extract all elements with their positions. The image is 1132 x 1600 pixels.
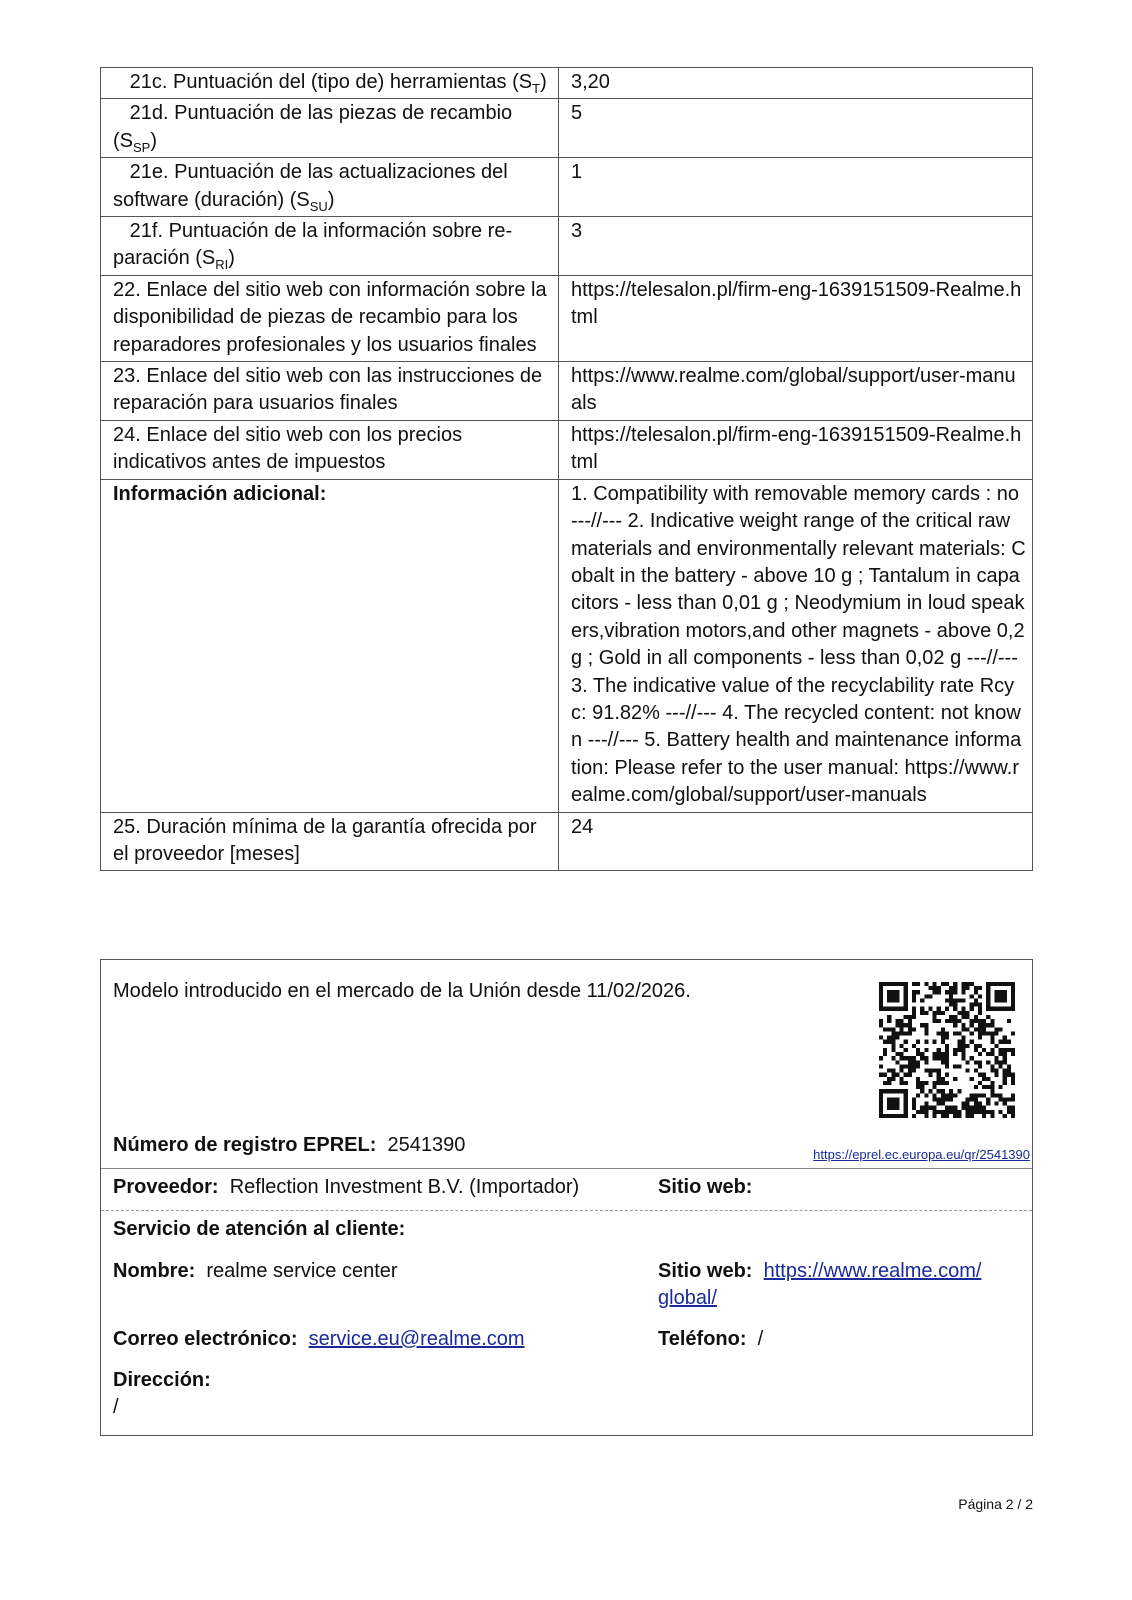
- row-value: 24: [559, 812, 1033, 871]
- service-address-row: Dirección: /: [113, 1369, 211, 1419]
- table-row: [101, 812, 1033, 871]
- supplier-row: Proveedor: Reflection Investment B.V. (Importador): [113, 1176, 580, 1198]
- service-name-row: Nombre: realme service center: [113, 1260, 398, 1282]
- row-label: 23. Enlace del sitio web con las instrucciones de reparación para usuarios finales: [101, 362, 559, 421]
- row-value-link: https://www.realme.com/global/support/user-manuals: [559, 362, 1033, 421]
- table-row: [101, 158, 1033, 217]
- row-label: 25. Duración mínima de la garantía ofrecida por el proveedor [meses]: [101, 812, 559, 871]
- row-value: 3,20: [559, 68, 1033, 99]
- row-label: 21e. Puntuación de las actualizaciones del software (duración) $(S_{SU})$: [101, 158, 559, 217]
- table-row: [101, 68, 1033, 99]
- table-row: [101, 362, 1033, 421]
- supplier-info-box: [100, 959, 1033, 1436]
- service-website-link-cont[interactable]: global/: [658, 1287, 717, 1310]
- divider: [101, 1168, 1032, 1169]
- service-email-link[interactable]: service.eu@realme.com: [308, 1328, 525, 1350]
- row-label: 21c. Puntuación del (tipo de) herramientas $(S_T)$: [101, 68, 559, 99]
- row-value-link: https://telesalon.pl/firm-eng-1639151509-Realme.html: [559, 275, 1033, 361]
- service-phone-row: Teléfono: /: [658, 1328, 764, 1350]
- row-label: 21d. Puntuación de las piezas de recambio $(S_{SP})$: [101, 99, 559, 158]
- eprel-qr-link[interactable]: https://eprel.ec.europa.eu/qr/2541390: [813, 1147, 1030, 1162]
- row-value: 1: [559, 158, 1033, 217]
- row-value: 3: [559, 217, 1033, 276]
- table-row: [101, 217, 1033, 276]
- dashed-divider: [101, 1210, 1032, 1211]
- qr-code-icon: [879, 982, 1015, 1118]
- row-value: 5: [559, 99, 1033, 158]
- table-row: [101, 479, 1033, 812]
- supplier-website-label: Sitio web:: [658, 1176, 753, 1198]
- table-row: [101, 420, 1033, 479]
- qr-code-modules: [879, 982, 1015, 1118]
- row-label: Información adicional:: [101, 479, 559, 812]
- row-label: 22. Enlace del sitio web con información sobre la disponibilidad de piezas de recambio para los reparadores profesionales y los usuarios finales: [101, 275, 559, 361]
- row-label: 21f. Puntuación de la información sobre re-paración $(S_{RI})$: [101, 217, 559, 276]
- table-row: [101, 275, 1033, 361]
- page-number: Página 2 / 2: [958, 1496, 1033, 1512]
- customer-service-heading: Servicio de atención al cliente:: [113, 1218, 406, 1240]
- service-website-row: Sitio web: https://www.realme.com/ global/: [658, 1260, 982, 1310]
- product-info-table: [100, 67, 1033, 871]
- market-date-text: Modelo introducido en el mercado de la Unión desde 11/02/2026.: [113, 980, 691, 1002]
- service-website-link[interactable]: https://www.realme.com/: [763, 1260, 982, 1282]
- row-label: 24. Enlace del sitio web con los precios indicativos antes de impuestos: [101, 420, 559, 479]
- service-email-row: Correo electrónico: service.eu@realme.com: [113, 1328, 525, 1350]
- row-value-link: https://telesalon.pl/firm-eng-1639151509-Realme.html: [559, 420, 1033, 479]
- table-row: [101, 99, 1033, 158]
- eprel-registration: Número de registro EPREL: 2541390: [113, 1134, 466, 1156]
- row-value: 1. Compatibility with removable memory cards : no ---//--- 2. Indicative weight range of the critical raw materials and environmentally relevant materials: Cobalt in the battery - above 10 g ; Tantalum in capacitors - less than 0,01 g ; Neodymium in loud speakers,vibration motors,and other magnets - above 0,2 g ; Gold in all components - less than 0,02 g ---//--- 3. The indicative value of the recyclability rate Rcyc: 91.82% ---//--- 4. The recycled content: not known ---//--- 5. Battery health and maintenance information: Please refer to the user manual: https://www.realme.com/global/support/user-manuals: [559, 479, 1033, 812]
